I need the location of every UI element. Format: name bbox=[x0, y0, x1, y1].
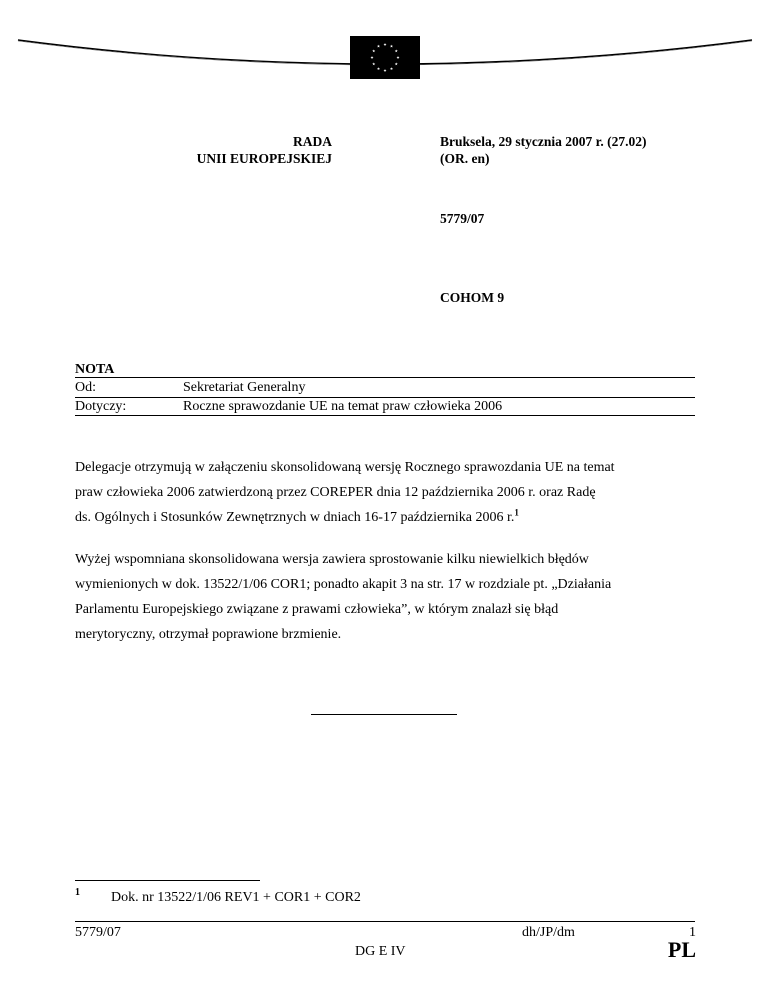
footer-divider bbox=[75, 921, 695, 922]
footer-document-number: 5779/07 bbox=[75, 925, 121, 940]
paragraph-line: Delegacje otrzymują w załączeniu skonsolidowaną wersję Rocznego sprawozdania UE na temat bbox=[75, 460, 615, 475]
document-code: COHOM 9 bbox=[440, 290, 505, 305]
eu-flag-icon bbox=[350, 36, 420, 79]
footer-language: PL bbox=[667, 937, 696, 962]
paragraph-2 bbox=[75, 547, 695, 647]
note-title: NOTA bbox=[75, 362, 115, 377]
note-subject-label: Dotyczy: bbox=[75, 399, 127, 414]
paragraph-line: praw człowieka 2006 zatwierdzoną przez COREPER dnia 12 października 2006 r. oraz Radę bbox=[75, 485, 596, 500]
paragraph-line: Parlamentu Europejskiego związane z prawami człowieka”, w którym znalazł się błąd bbox=[75, 602, 559, 617]
end-divider bbox=[311, 714, 457, 715]
council-name-line1: RADA bbox=[293, 134, 332, 149]
paragraph-line: wymienionych w dok. 13522/1/06 COR1; ponadto akapit 3 na str. 17 w rozdziale pt. „Działania bbox=[75, 577, 612, 592]
paragraph-line: Wyżej wspomniana skonsolidowana wersja zawiera sprostowanie kilku niewielkich błędów bbox=[75, 552, 589, 567]
footnote-number: 1 bbox=[75, 887, 80, 898]
divider bbox=[75, 377, 695, 378]
original-language: (OR. en) bbox=[440, 151, 490, 166]
paragraph-line bbox=[75, 505, 695, 530]
footnote-text: Dok. nr 13522/1/06 REV1 + COR1 + COR2 bbox=[111, 890, 361, 905]
document-number: 5779/07 bbox=[440, 211, 485, 226]
council-name bbox=[150, 133, 332, 167]
council-name-line2: UNII EUROPEJSKIEJ bbox=[196, 151, 332, 166]
footnote-divider bbox=[75, 880, 260, 881]
place-date: Bruksela, 29 stycznia 2007 r. (27.02) bbox=[440, 134, 647, 149]
footer-directorate: DG E IV bbox=[355, 944, 406, 959]
footer-page-number: 1 bbox=[689, 925, 696, 940]
place-date-block bbox=[440, 133, 740, 167]
paragraph-line-text: ds. Ogólnych i Stosunków Zewnętrznych w dniach 16-17 października 2006 r. bbox=[75, 510, 515, 525]
footnote-reference[interactable]: 1 bbox=[514, 507, 519, 518]
note-from-value: Sekretariat Generalny bbox=[183, 380, 306, 395]
footer-initials: dh/JP/dm bbox=[522, 925, 575, 940]
note-from-label: Od: bbox=[75, 380, 96, 395]
paragraph-line: merytoryczny, otrzymał poprawione brzmienie. bbox=[75, 627, 342, 642]
divider bbox=[75, 415, 695, 416]
paragraph-1 bbox=[75, 455, 695, 530]
note-subject-value: Roczne sprawozdanie UE na temat praw człowieka 2006 bbox=[183, 399, 503, 414]
